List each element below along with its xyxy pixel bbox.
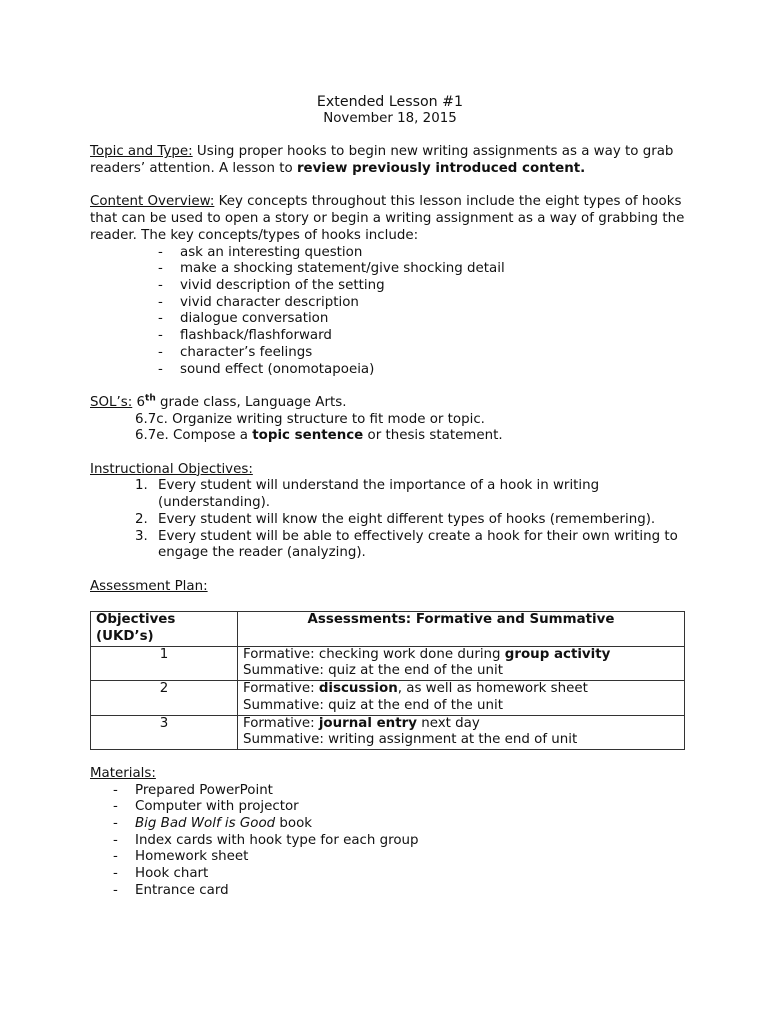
list-item (90, 883, 690, 900)
objective-number: 2 (91, 681, 238, 715)
sol-line-2-bold: topic sentence (252, 428, 364, 444)
list-item-text: character’s feelings (180, 344, 313, 360)
formative-bold: group activity (504, 646, 611, 662)
list-dash: - (158, 294, 163, 310)
list-dash: - (113, 849, 118, 865)
sol-grade-number: 6 (132, 394, 146, 410)
list-item-text: Entrance card (135, 882, 229, 898)
list-item (90, 783, 690, 800)
objectives-list (90, 478, 690, 562)
sol-line-1: 6.7c. Organize writing structure to fit mode or topic. (135, 411, 485, 427)
list-item (90, 278, 690, 295)
list-item (90, 866, 690, 883)
list-dash: - (113, 882, 118, 898)
assessment-cell (238, 715, 685, 749)
list-dash: - (158, 344, 163, 360)
list-number: 3. (135, 528, 148, 544)
sol-grade-suffix: th (145, 393, 156, 404)
list-item (90, 295, 690, 312)
materials-list (90, 783, 690, 900)
topic-text: Using proper hooks to begin new writing assignments as a way to grab readers’ attention. A lesson to (90, 144, 674, 177)
list-item-text: sound effect (onomotapoeia) (180, 361, 375, 377)
sol-grade-text: grade class, Language Arts. (155, 394, 347, 410)
list-item (90, 328, 690, 345)
list-number: 2. (135, 511, 148, 527)
sol-label: SOL’s: (90, 394, 133, 410)
materials-label: Materials: (90, 765, 156, 781)
list-dash: - (158, 311, 163, 327)
table-header-row (91, 612, 685, 646)
list-item (90, 833, 690, 850)
summative-text: Summative: quiz at the end of the unit (243, 697, 503, 713)
formative-text (243, 647, 679, 664)
assessment-cell (238, 646, 685, 680)
list-dash: - (113, 782, 118, 798)
list-number: 1. (135, 478, 148, 494)
list-item-text: Hook chart (135, 866, 209, 882)
table-header-objectives: Objectives (UKD’s) (91, 612, 238, 646)
list-item-text: flashback/flashforward (180, 328, 332, 344)
assessment-table (90, 611, 685, 750)
list-dash: - (113, 799, 118, 815)
list-item (90, 345, 690, 362)
formative-text (243, 716, 679, 733)
document-title: Extended Lesson #1 (316, 94, 464, 110)
assessment-label: Assessment Plan: (90, 578, 208, 594)
objective-number: 3 (91, 715, 238, 749)
list-item-text: Every student will be able to effectively create a hook for their own writing to engage the reader (analyzing). (158, 528, 678, 561)
book-suffix: book (275, 816, 313, 832)
objectives-label: Instructional Objectives: (90, 461, 253, 477)
overview-paragraph (90, 194, 690, 244)
list-item (90, 799, 690, 816)
sol-line-2-post: or thesis statement. (363, 428, 503, 444)
formative-bold: discussion (318, 681, 398, 697)
list-item-text: Index cards with hook type for each group (135, 832, 419, 848)
list-item (90, 362, 690, 379)
overview-label: Content Overview: (90, 194, 215, 210)
list-dash: - (158, 244, 163, 260)
list-item-text: dialogue conversation (180, 311, 329, 327)
formative-post: next day (416, 715, 480, 731)
list-item-text: Every student will know the eight different types of hooks (remembering). (158, 511, 656, 527)
summative-text: Summative: quiz at the end of the unit (243, 663, 503, 679)
list-dash: - (113, 866, 118, 882)
list-item (90, 512, 690, 529)
list-item-text: Every student will understand the importance of a hook in writing (understanding). (158, 478, 600, 511)
sol-line-2-pre: 6.7e. Compose a (135, 428, 253, 444)
list-item (90, 816, 690, 833)
objective-number: 1 (91, 646, 238, 680)
list-dash: - (113, 832, 118, 848)
table-row (91, 646, 685, 680)
formative-text (243, 681, 679, 698)
sol-paragraph (90, 395, 690, 412)
list-item-text: vivid character description (180, 294, 359, 310)
list-dash: - (158, 278, 163, 293)
list-item-text: make a shocking statement/give shocking detail (180, 261, 505, 277)
topic-bold: review previously introduced content. (296, 161, 586, 177)
list-item (90, 311, 690, 328)
topic-paragraph (90, 144, 690, 177)
list-item-text: Homework sheet (135, 849, 249, 865)
overview-text: Key concepts throughout this lesson include the eight types of hooks that can be used to open a story or begin a writing assignment as a way of grabbing the reader. The key concepts/types of hooks include: (90, 194, 685, 243)
list-item (90, 245, 690, 262)
list-dash: - (158, 361, 163, 377)
formative-pre: Formative: (243, 681, 319, 697)
lesson-document (90, 93, 690, 900)
hook-types-list (90, 245, 690, 379)
table-header-assessments: Assessments: Formative and Summative (238, 612, 685, 646)
list-dash: - (158, 261, 163, 277)
list-item (90, 529, 690, 562)
document-date: November 18, 2015 (323, 111, 457, 126)
formative-post: , as well as homework sheet (397, 681, 588, 697)
list-dash: - (158, 328, 163, 344)
list-dash: - (113, 816, 118, 832)
book-title: Big Bad Wolf is Good (135, 816, 276, 832)
list-item-text: Computer with projector (135, 799, 299, 815)
list-item (90, 261, 690, 278)
list-item-text: vivid description of the setting (180, 278, 385, 293)
assessment-cell (238, 681, 685, 715)
table-row (91, 715, 685, 749)
list-item (90, 478, 690, 511)
topic-label: Topic and Type: (90, 144, 193, 160)
list-item-text: ask an interesting question (180, 244, 363, 260)
sol-line-2 (90, 428, 690, 445)
list-item (90, 849, 690, 866)
formative-pre: Formative: (243, 715, 319, 731)
formative-bold: journal entry (318, 715, 417, 731)
table-row (91, 681, 685, 715)
list-item-text: Prepared PowerPoint (135, 782, 273, 798)
formative-pre: Formative: checking work done during (243, 646, 505, 662)
summative-text: Summative: writing assignment at the end of unit (243, 732, 578, 748)
